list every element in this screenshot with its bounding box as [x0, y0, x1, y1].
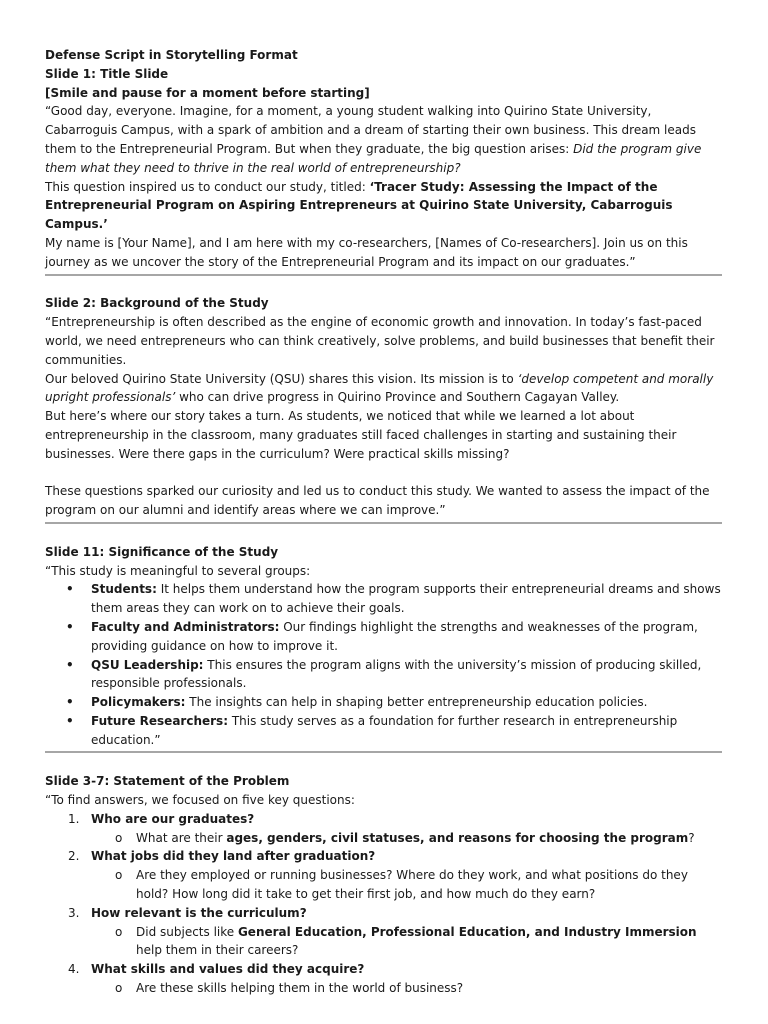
- question-number: 1.: [68, 811, 80, 826]
- sub-list: [91, 979, 722, 998]
- slide1-paragraph-1: [45, 102, 722, 177]
- list-item-text: Our findings highlight the strengths and weaknesses of the program, providing guidance on how to improve it.: [91, 619, 698, 653]
- slide1-paragraph-3: My name is [Your Name], and I am here with my co-researchers, [Names of Co-researchers]. Join us on this journey as we uncover the story of the Entrepreneurial Program and its impact on our graduates.”: [45, 235, 688, 269]
- sub-item: o Are these skills helping them in the world of business?: [136, 979, 722, 998]
- question-text: What skills and values did they acquire?: [91, 962, 365, 977]
- sub-item: o Are they employed or running businesses? Where do they work, and what positions do they hold? How long did it take to get their first job, and how much do they earn?: [136, 866, 722, 904]
- slide2-paragraph-1: “Entrepreneurship is often described as the engine of economic growth and innovation. In today’s fast-paced world, we need entrepreneurs who can think creatively, solve problems, and build businesses that benefit their communities.: [45, 315, 715, 367]
- slide1-p1-text: “Good day, everyone. Imagine, for a moment, a young student walking into Quirino State University, Cabarroguis Campus, with a spark of ambition and a dream of starting their own business. This dream leads them to the Entrepreneurial Program. But when they graduate, the big question arises:: [45, 104, 696, 156]
- slide2-paragraph-3: But here’s where our story takes a turn. As students, we noticed that while we learned a lot about entrepreneurship in the classroom, many graduates still faced challenges in starting and sustaining their businesses. Were there gaps in the curriculum? Were practical skills missing?: [45, 409, 677, 461]
- slide2-p2-text2: who can drive progress in Quirino Province and Southern Cagayan Valley.: [175, 390, 620, 405]
- question-item: [68, 810, 722, 848]
- list-item: [91, 712, 722, 750]
- slide2-paragraph-2: [45, 370, 722, 408]
- slide2-heading: Slide 2: Background of the Study: [45, 296, 269, 311]
- slide3-7-section: [45, 772, 722, 998]
- spacer: [45, 464, 722, 483]
- sub-item: [136, 923, 722, 961]
- question-item: [68, 904, 722, 960]
- sub-list: [91, 829, 722, 848]
- sub-list: [91, 923, 722, 961]
- slide3-7-intro: “To find answers, we focused on five key questions:: [45, 793, 355, 808]
- slide2-section: [45, 294, 722, 524]
- sub-item-text: What are their: [136, 830, 227, 845]
- spacer: [45, 524, 722, 543]
- question-item: [68, 847, 722, 903]
- question-text: What jobs did they land after graduation?: [91, 849, 376, 864]
- sub-item-text: ?: [688, 830, 695, 845]
- slide1-p2-text: This question inspired us to conduct our study, titled:: [45, 179, 370, 194]
- document-title: Defense Script in Storytelling Format: [45, 48, 298, 62]
- question-text: Who are our graduates?: [91, 811, 255, 826]
- stage-direction: [Smile and pause for a moment before starting]: [45, 85, 370, 100]
- list-item-label: Faculty and Administrators:: [91, 619, 280, 634]
- study-title: ‘Tracer Study: Assessing the Impact of the Entrepreneurial Program on Aspiring Entrepreneurs at Quirino State University, Cabarroguis Campus.’: [45, 179, 673, 232]
- slide11-section: [45, 543, 722, 754]
- list-item: [91, 656, 722, 694]
- slide1-section: [45, 46, 722, 276]
- sub-item: [136, 829, 722, 848]
- list-item-label: Policymakers:: [91, 695, 186, 710]
- sub-item-text: help them in their careers?: [136, 943, 299, 958]
- spacer: [45, 753, 722, 772]
- sub-list: [91, 866, 722, 904]
- slide2-p2-text: Our beloved Quirino State University (QSU) shares this vision. Its mission is to: [45, 371, 518, 386]
- question-text: How relevant is the curriculum?: [91, 905, 307, 920]
- slide1-heading: Slide 1: Title Slide: [45, 66, 169, 81]
- question-number: 2.: [68, 849, 80, 864]
- list-item-text: The insights can help in shaping better entrepreneurship education policies.: [185, 695, 648, 710]
- list-item: [91, 618, 722, 656]
- question-list: [45, 810, 722, 998]
- question-number: 4.: [68, 962, 80, 977]
- significance-list: [45, 580, 722, 749]
- slide1-p1-italic: Did the program give them what they need to thrive in the real world of entrepreneurship?: [45, 141, 702, 175]
- slide11-heading: Slide 11: Significance of the Study: [45, 544, 279, 559]
- list-item-text: It helps them understand how the program supports their entrepreneurial dreams and shows them areas they can work on to achieve their goals.: [91, 582, 721, 616]
- sub-item-bold: General Education, Professional Education, and Industry Immersion: [237, 924, 697, 939]
- list-item: [91, 580, 722, 618]
- list-item-label: QSU Leadership:: [91, 657, 204, 672]
- slide2-p2-italic: ‘develop competent and morally upright professionals’: [45, 371, 714, 405]
- slide1-paragraph-2: [45, 178, 722, 234]
- slide11-intro: “This study is meaningful to several groups:: [45, 563, 311, 578]
- list-item-label: Future Researchers:: [91, 713, 228, 728]
- sub-item-text: Did subjects like: [136, 924, 238, 939]
- list-item-text: This ensures the program aligns with the university’s mission of producing skilled, responsible professionals.: [91, 657, 702, 691]
- slide3-7-heading: Slide 3-7: Statement of the Problem: [45, 774, 290, 789]
- list-item: [91, 693, 722, 712]
- question-number: 3.: [68, 905, 80, 920]
- slide2-paragraph-4: These questions sparked our curiosity and led us to conduct this study. We wanted to assess the impact of the program on our alumni and identify areas where we can improve.”: [45, 484, 710, 518]
- question-item: [68, 960, 722, 998]
- list-item-label: Students:: [91, 582, 157, 597]
- spacer: [45, 276, 722, 295]
- list-item-text: This study serves as a foundation for further research in entrepreneurship education.”: [91, 713, 678, 747]
- sub-item-bold: ages, genders, civil statuses, and reasons for choosing the program: [226, 830, 689, 845]
